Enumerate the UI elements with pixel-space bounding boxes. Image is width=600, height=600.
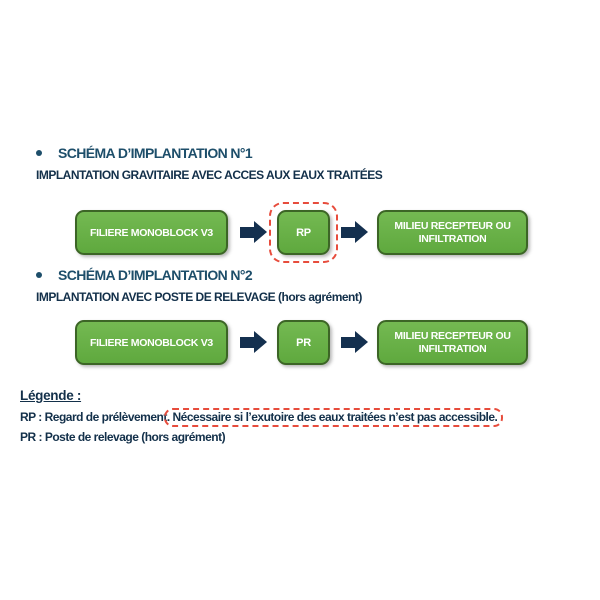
arrow-right-icon [341,221,368,244]
section1-subtitle: IMPLANTATION GRAVITAIRE AVEC ACCES AUX EAUX TRAITÉES [36,168,383,182]
flow2-target-box [377,320,528,365]
flow2-target-line2: INFILTRATION [418,342,487,355]
flow1-mid-box: RP [277,210,330,255]
flow1-source-box: FILIERE MONOBLOCK V3 [75,210,228,255]
legend-pr-line: PR : Poste de relevage (hors agrément) [20,430,226,444]
flow1-rp-highlight-frame [269,202,338,263]
section2-subtitle: IMPLANTATION AVEC POSTE DE RELEVAGE (hors agrément) [36,290,362,304]
legend-rp-line [20,407,503,427]
flow1-target-box [377,210,528,255]
flow-diagram-1 [0,202,600,263]
flow2-target-line1: MILIEU RECEPTEUR OU [394,329,511,342]
legend [20,388,503,447]
legend-rp-highlight: . Nécessaire si l’exutoire des eaux traitées n’est pas accessible. [164,408,504,427]
flow1-target-line1: MILIEU RECEPTEUR OU [394,219,511,232]
bullet-icon [36,150,42,156]
flow-diagram-2 [0,312,600,373]
section2-heading-text: SCHÉMA D’IMPLANTATION N°2 [58,267,253,283]
legend-rp-prefix: RP : Regard de prélèvement [20,410,167,424]
section1-heading [36,145,252,161]
section1-heading-text: SCHÉMA D’IMPLANTATION N°1 [58,145,253,161]
flow2-source-box: FILIERE MONOBLOCK V3 [75,320,228,365]
arrow-right-icon [240,221,267,244]
bullet-icon [36,272,42,278]
arrow-right-icon [240,331,267,354]
flow1-target-line2: INFILTRATION [418,232,487,245]
flow2-mid-frame [269,312,338,373]
flow2-mid-box: PR [277,320,330,365]
arrow-right-icon [341,331,368,354]
section2-heading [36,267,252,283]
legend-title: Légende : [20,388,82,403]
